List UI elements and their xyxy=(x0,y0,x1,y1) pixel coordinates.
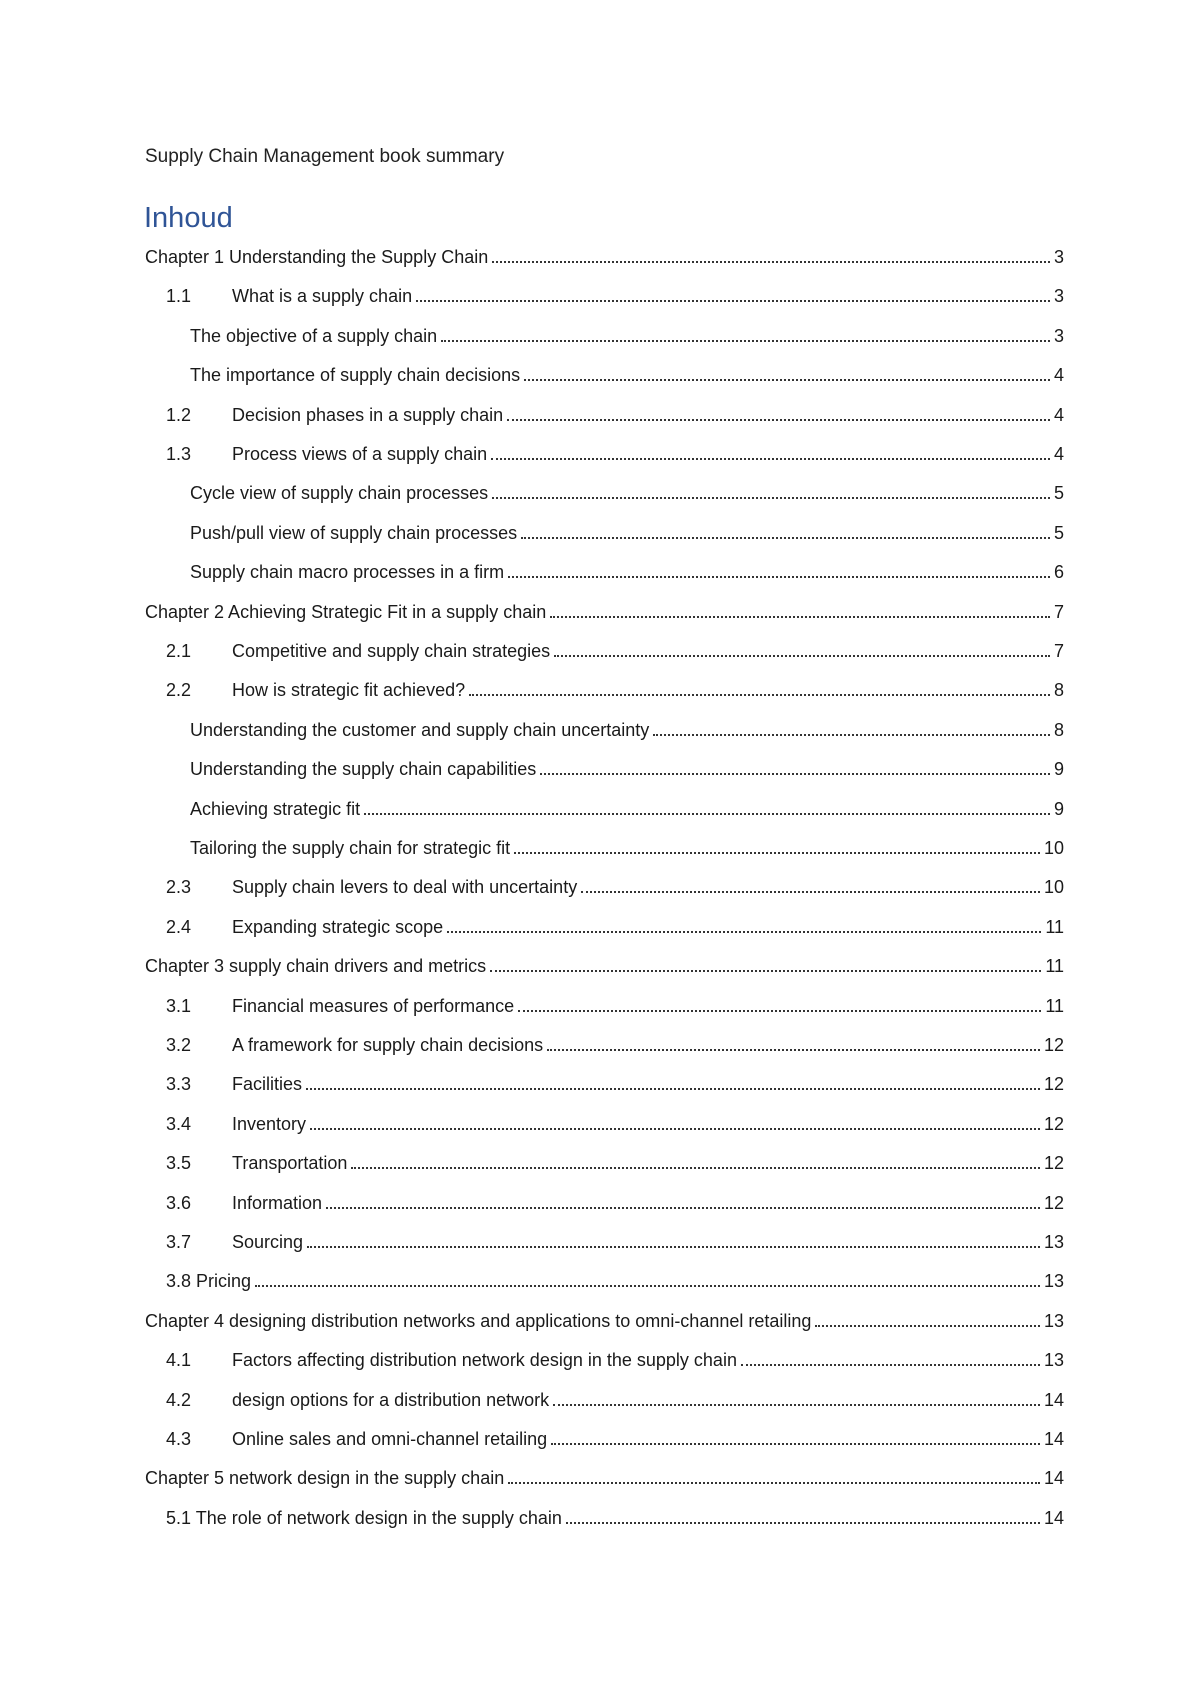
toc-entry-label: Facilities xyxy=(232,1074,303,1095)
toc-entry[interactable] xyxy=(190,356,1064,386)
toc-leader-dots xyxy=(554,655,1050,657)
toc-entry-page-number: 4 xyxy=(1053,404,1064,425)
toc-entry[interactable] xyxy=(190,790,1064,820)
toc-entry-page-number: 12 xyxy=(1043,1074,1064,1095)
toc-entry-label: Understanding the supply chain capabilities xyxy=(190,759,537,780)
toc-entry-page-number: 14 xyxy=(1043,1389,1064,1410)
toc-entry-number: 3.7 xyxy=(166,1232,192,1252)
toc-entry-label: 5.1 The role of network design in the supply chain xyxy=(166,1507,562,1528)
toc-entry-page-number: 11 xyxy=(1045,956,1064,977)
toc-entry[interactable] xyxy=(166,1223,1064,1253)
toc-entry[interactable] xyxy=(166,396,1064,426)
toc-leader-dots xyxy=(815,1325,1040,1327)
toc-entry-page-number: 5 xyxy=(1053,483,1064,504)
toc-entry-page-number: 13 xyxy=(1043,1350,1064,1371)
toc-entry-label: Supply chain macro processes in a firm xyxy=(190,562,505,583)
toc-entry[interactable] xyxy=(166,1499,1064,1529)
toc-entry[interactable] xyxy=(166,1026,1064,1056)
toc-entry-label: 3.8 Pricing xyxy=(166,1271,252,1292)
toc-leader-dots xyxy=(540,773,1050,775)
toc-leader-dots xyxy=(306,1088,1040,1090)
toc-entry-number: 3.5 xyxy=(166,1153,192,1174)
toc-entry-label: Supply chain levers to deal with uncertainty xyxy=(232,877,578,898)
toc-entry[interactable] xyxy=(166,908,1064,938)
toc-entry-page-number: 12 xyxy=(1043,1192,1064,1213)
toc-leader-dots xyxy=(364,813,1050,815)
toc-entry-label: How is strategic fit achieved? xyxy=(232,680,466,701)
toc-leader-dots xyxy=(447,931,1041,933)
toc-leader-dots xyxy=(491,458,1050,460)
toc-entry-label: Achieving strategic fit xyxy=(190,798,361,819)
toc-entry[interactable] xyxy=(190,711,1064,741)
toc-entry-label: design options for a distribution network xyxy=(232,1389,550,1410)
toc-entry[interactable] xyxy=(166,632,1064,662)
toc-entry-label: Understanding the customer and supply chain uncertainty xyxy=(190,719,650,740)
toc-entry-label: Decision phases in a supply chain xyxy=(232,404,504,425)
toc-entry-number: 2.1 xyxy=(166,641,192,661)
toc-entry-page-number: 10 xyxy=(1043,838,1064,858)
toc-entry-label: Cycle view of supply chain processes xyxy=(190,483,489,504)
toc-entry[interactable] xyxy=(190,474,1064,504)
toc-entry-page-number: 3 xyxy=(1053,247,1064,267)
toc-entry-page-number: 12 xyxy=(1043,1035,1064,1055)
toc-leader-dots xyxy=(524,379,1050,381)
toc-entry-label: Chapter 1 Understanding the Supply Chain xyxy=(145,247,489,267)
toc-entry-number: 1.2 xyxy=(166,404,192,425)
toc-entry-number: 4.3 xyxy=(166,1429,192,1449)
toc-entry-page-number: 13 xyxy=(1043,1271,1064,1292)
toc-entry[interactable] xyxy=(166,1262,1064,1292)
toc-leader-dots xyxy=(310,1128,1040,1130)
toc-entry-label: Chapter 2 Achieving Strategic Fit in a supply chain xyxy=(145,601,547,622)
toc-leader-dots xyxy=(490,970,1041,972)
toc-entry-page-number: 8 xyxy=(1053,680,1064,701)
toc-entry-page-number: 9 xyxy=(1053,759,1064,780)
toc-entry[interactable] xyxy=(166,1341,1064,1371)
toc-entry[interactable] xyxy=(190,553,1064,583)
toc-entry-page-number: 14 xyxy=(1043,1468,1064,1489)
toc-entry[interactable] xyxy=(166,987,1064,1017)
toc-leader-dots xyxy=(547,1049,1040,1051)
toc-entry-page-number: 14 xyxy=(1043,1507,1064,1528)
toc-leader-dots xyxy=(550,616,1050,618)
toc-entry-label: Tailoring the supply chain for strategic fit xyxy=(190,838,511,858)
toc-entry-page-number: 4 xyxy=(1053,365,1064,386)
toc-entry-number: 2.2 xyxy=(166,680,192,701)
toc-leader-dots xyxy=(551,1443,1040,1445)
toc-entry[interactable] xyxy=(145,947,1064,977)
toc-entry-page-number: 10 xyxy=(1043,877,1064,898)
toc-entry-number: 4.2 xyxy=(166,1389,192,1410)
toc-entry[interactable] xyxy=(190,514,1064,544)
toc-entry-number: 3.3 xyxy=(166,1074,192,1095)
toc-entry-label: Competitive and supply chain strategies xyxy=(232,641,551,661)
toc-entry-label: Push/pull view of supply chain processes xyxy=(190,522,518,543)
document-title: Supply Chain Management book summary xyxy=(145,146,505,167)
toc-entry-label: Online sales and omni-channel retailing xyxy=(232,1429,548,1449)
toc-entry-label: The objective of a supply chain xyxy=(190,325,438,346)
toc-entry[interactable] xyxy=(166,435,1064,465)
toc-entry-page-number: 14 xyxy=(1043,1429,1064,1449)
toc-leader-dots xyxy=(492,497,1050,499)
toc-entry-page-number: 8 xyxy=(1053,719,1064,740)
toc-entry-number: 3.6 xyxy=(166,1192,192,1213)
toc-entry-label: Chapter 4 designing distribution networks and applications to omni-channel retailing xyxy=(145,1310,812,1331)
toc-leader-dots xyxy=(514,852,1040,854)
toc-leader-dots xyxy=(492,261,1050,263)
toc-entry-label: Factors affecting distribution network design in the supply chain xyxy=(232,1350,737,1371)
toc-entry-page-number: 11 xyxy=(1045,916,1064,937)
toc-entry[interactable] xyxy=(166,1420,1064,1450)
toc-entry[interactable] xyxy=(145,593,1064,623)
toc-entry[interactable] xyxy=(145,238,1064,268)
toc-entry[interactable] xyxy=(166,868,1064,898)
toc-entry-page-number: 3 xyxy=(1053,325,1064,346)
toc-entry[interactable] xyxy=(166,1184,1064,1214)
toc-entry[interactable] xyxy=(166,1105,1064,1135)
toc-entry-page-number: 4 xyxy=(1053,444,1064,464)
toc-entry-label: Transportation xyxy=(232,1153,348,1174)
toc-entry-label: Information xyxy=(232,1192,323,1213)
toc-entry-number: 2.4 xyxy=(166,916,192,937)
toc-entry[interactable] xyxy=(166,277,1064,307)
toc-heading: Inhoud xyxy=(144,202,233,234)
toc-entry-page-number: 12 xyxy=(1043,1113,1064,1134)
toc-entry-label: What is a supply chain xyxy=(232,286,413,307)
toc-entry[interactable] xyxy=(166,671,1064,701)
toc-leader-dots xyxy=(351,1167,1040,1169)
toc-entry-number: 3.2 xyxy=(166,1035,192,1055)
toc-leader-dots xyxy=(307,1246,1040,1248)
toc-entry-label: Chapter 5 network design in the supply chain xyxy=(145,1468,505,1489)
toc-leader-dots xyxy=(326,1207,1040,1209)
toc-entry-label: The importance of supply chain decisions xyxy=(190,365,521,386)
toc-entry-label: Sourcing xyxy=(232,1232,304,1252)
toc-leader-dots xyxy=(469,694,1050,696)
toc-entry-number: 1.3 xyxy=(166,444,192,464)
toc-entry[interactable] xyxy=(166,1144,1064,1174)
toc-entry-page-number: 5 xyxy=(1053,522,1064,543)
toc-leader-dots xyxy=(653,734,1050,736)
toc-entry[interactable] xyxy=(190,750,1064,780)
toc-entry-page-number: 7 xyxy=(1053,601,1064,622)
toc-entry-label: A framework for supply chain decisions xyxy=(232,1035,544,1055)
toc-entry[interactable] xyxy=(166,1381,1064,1411)
toc-entry-label: Financial measures of performance xyxy=(232,995,515,1016)
toc-leader-dots xyxy=(255,1285,1040,1287)
toc-entry-page-number: 6 xyxy=(1053,562,1064,583)
toc-entry-label: Inventory xyxy=(232,1113,307,1134)
toc-leader-dots xyxy=(581,891,1040,893)
toc-entry-page-number: 11 xyxy=(1045,995,1064,1016)
toc-entry[interactable] xyxy=(190,829,1064,859)
toc-leader-dots xyxy=(518,1010,1041,1012)
toc-entry-number: 3.1 xyxy=(166,995,192,1016)
toc-leader-dots xyxy=(416,300,1050,302)
toc-leader-dots xyxy=(553,1404,1040,1406)
toc-entry-page-number: 13 xyxy=(1043,1310,1064,1331)
toc-entry[interactable] xyxy=(190,317,1064,347)
toc-entry[interactable] xyxy=(145,1302,1064,1332)
toc-leader-dots xyxy=(508,1482,1040,1484)
toc-leader-dots xyxy=(441,340,1050,342)
toc-entry-page-number: 12 xyxy=(1043,1153,1064,1174)
toc-entry-page-number: 3 xyxy=(1053,286,1064,307)
toc-entry-number: 2.3 xyxy=(166,877,192,898)
toc-entry-page-number: 13 xyxy=(1043,1232,1064,1252)
toc-entry-label: Chapter 3 supply chain drivers and metrics xyxy=(145,956,487,977)
toc-entry-page-number: 7 xyxy=(1053,641,1064,661)
toc-entry-number: 3.4 xyxy=(166,1113,192,1134)
toc-leader-dots xyxy=(521,537,1050,539)
toc-entry[interactable] xyxy=(145,1459,1064,1489)
toc-entry-number: 4.1 xyxy=(166,1350,192,1371)
toc-leader-dots xyxy=(741,1364,1040,1366)
toc-leader-dots xyxy=(566,1522,1040,1524)
toc-entry-label: Expanding strategic scope xyxy=(232,916,444,937)
toc-entry-page-number: 9 xyxy=(1053,798,1064,819)
toc-entry-number: 1.1 xyxy=(166,286,192,307)
toc-entry-label: Process views of a supply chain xyxy=(232,444,488,464)
toc-leader-dots xyxy=(507,419,1050,421)
toc-leader-dots xyxy=(508,576,1050,578)
toc-entry[interactable] xyxy=(166,1065,1064,1095)
